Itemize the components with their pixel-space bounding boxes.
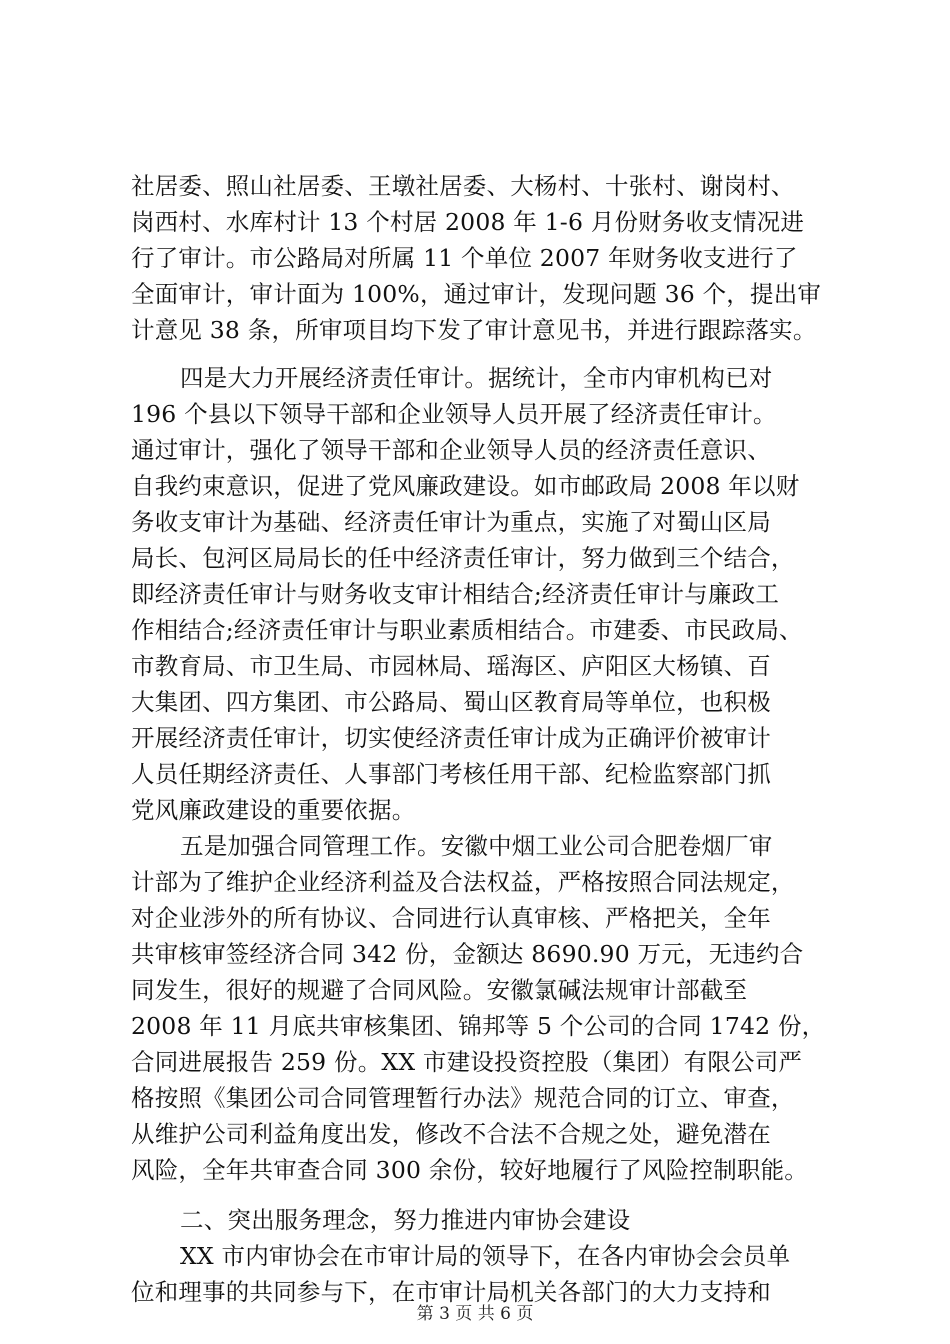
paragraph-2-line-12: 人员任期经济责任、人事部门考核任用干部、纪检监察部门抓 [131, 760, 771, 788]
paragraph-3-line-2: 计部为了维护企业经济利益及合法权益，严格按照合同法规定， [131, 868, 795, 896]
paragraph-1-line-5: 计意见 38 条，所审项目均下发了审计意见书，并进行跟踪落实。 [131, 316, 817, 344]
paragraph-2-line-7: 即经济责任审计与财务收支审计相结合;经济责任审计与廉政工 [131, 580, 780, 608]
paragraph-3-line-7: 合同进展报告 259 份。XX 市建设投资控股（集团）有限公司严 [131, 1048, 803, 1076]
paragraph-3-line-8: 格按照《集团公司合同管理暂行办法》规范合同的订立、审查， [131, 1084, 795, 1112]
paragraph-3-line-5: 同发生，很好的规避了合同风险。安徽氯碱法规审计部截至 [131, 976, 748, 1004]
page-number-footer: 第 3 页 共 6 页 [416, 1304, 534, 1324]
section-heading: 二、突出服务理念，努力推进内审协会建设 [180, 1206, 631, 1234]
paragraph-2-line-9: 市教育局、市卫生局、市园林局、瑶海区、庐阳区大杨镇、百 [131, 652, 771, 680]
paragraph-2-line-3: 通过审计，强化了领导干部和企业领导人员的经济责任意识、 [131, 436, 771, 464]
paragraph-4-line-2: 位和理事的共同参与下，在市审计局机关各部门的大力支持和 [131, 1278, 771, 1306]
paragraph-2-line-1: 四是大力开展经济责任审计。据统计，全市内审机构已对 [180, 364, 773, 392]
paragraph-2-line-13: 党风廉政建设的重要依据。 [131, 796, 416, 824]
paragraph-2-line-8: 作相结合;经济责任审计与职业素质相结合。市建委、市民政局、 [131, 616, 803, 644]
paragraph-1-line-2: 岗西村、水库村计 13 个村居 2008 年 1-6 月份财务收支情况进 [131, 208, 805, 236]
paragraph-2-line-4: 自我约束意识，促进了党风廉政建设。如市邮政局 2008 年以财 [131, 472, 800, 500]
paragraph-2-line-5: 务收支审计为基础、经济责任审计为重点，实施了对蜀山区局 [131, 508, 771, 536]
paragraph-1-line-3: 行了审计。市公路局对所属 11 个单位 2007 年财务收支进行了 [131, 244, 798, 272]
paragraph-3-line-9: 从维护公司利益角度出发，修改不合法不合规之处，避免潜在 [131, 1120, 771, 1148]
paragraph-3-line-1: 五是加强合同管理工作。安徽中烟工业公司合肥卷烟厂审 [180, 832, 773, 860]
paragraph-2-line-10: 大集团、四方集团、市公路局、蜀山区教育局等单位，也积极 [131, 688, 771, 716]
paragraph-3-line-10: 风险，全年共审查合同 300 余份，较好地履行了风险控制职能。 [131, 1156, 808, 1184]
paragraph-3-line-4: 共审核审签经济合同 342 份，金额达 8690.90 万元，无违约合 [131, 940, 804, 968]
paragraph-2-line-11: 开展经济责任审计，切实使经济责任审计成为正确评价被审计 [131, 724, 771, 752]
paragraph-1-line-1: 社居委、照山社居委、王墩社居委、大杨村、十张村、谢岗村、 [131, 172, 795, 200]
paragraph-3-line-6: 2008 年 11 月底共审核集团、锦邦等 5 个公司的合同 1742 份， [131, 1012, 826, 1040]
paragraph-4-line-1: XX 市内审协会在市审计局的领导下，在各内审协会会员单 [180, 1242, 791, 1270]
paragraph-2-line-6: 局长、包河区局局长的任中经济责任审计，努力做到三个结合， [131, 544, 795, 572]
paragraph-3-line-3: 对企业涉外的所有协议、合同进行认真审核、严格把关，全年 [131, 904, 771, 932]
paragraph-1-line-4: 全面审计，审计面为 100%，通过审计，发现问题 36 个，提出审 [131, 280, 822, 308]
paragraph-2-line-2: 196 个县以下领导干部和企业领导人员开展了经济责任审计。 [131, 400, 777, 428]
